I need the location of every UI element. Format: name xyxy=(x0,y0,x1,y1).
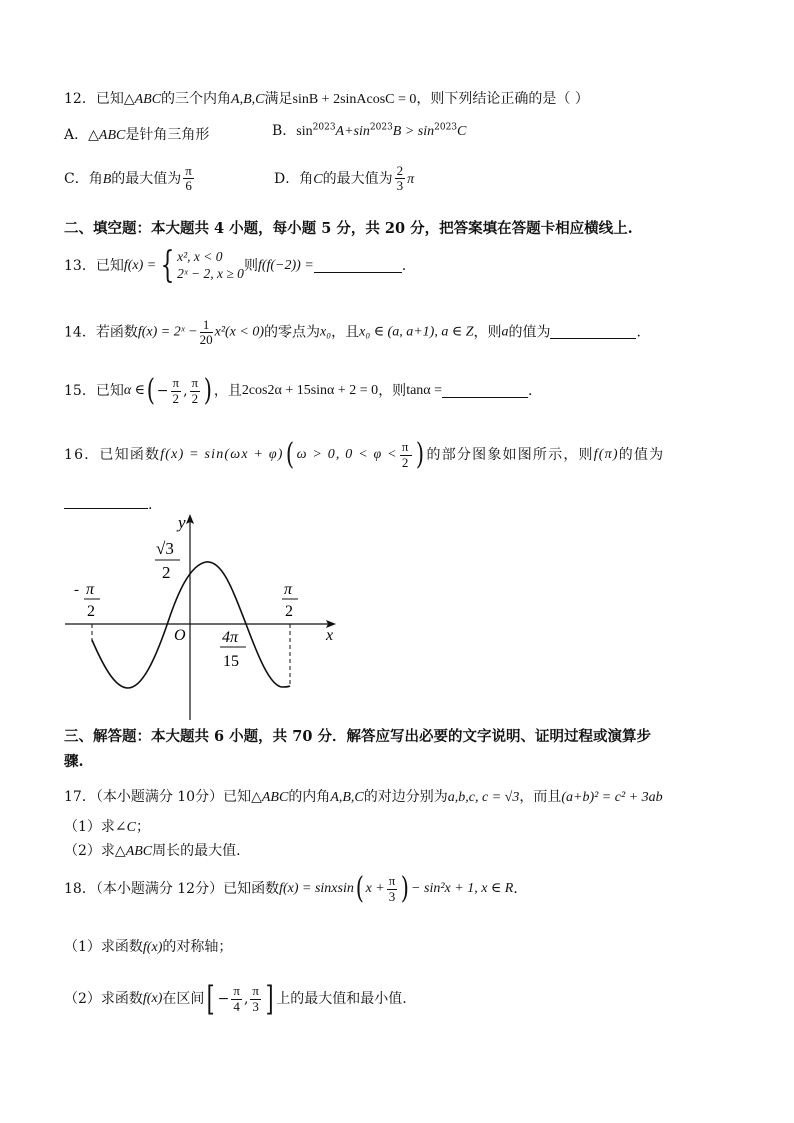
q12-option-b: B．$\sin^{2023}A+\sin^{2023}B > \sin^{2023}C$ xyxy=(272,122,467,139)
q15-answer-blank[interactable] xyxy=(442,385,528,398)
q16-function-graph xyxy=(60,510,360,730)
q14: 14．若函数f(x) = 2ˣ − $\frac{1}{20}$ x²(x < 0)的零点为x₀，且x₀ ∈ (a, a+1), a ∈ Z，则a的值为 . xyxy=(64,317,641,348)
q12-stem: 12．已知△ABC的三个内角A,B,C满足sinB + 2sinAcosC = 0，则下列结论正确的是（ ） xyxy=(64,91,589,107)
q17-part2: （2）求△ABC周长的最大值. xyxy=(64,843,241,859)
q16-answer-blank[interactable] xyxy=(64,496,148,509)
section-3-heading-line1: 三、解答题：本大题共 6 小题，共 70 分．解答应写出必要的文字说明、证明过程或演算步 xyxy=(64,728,651,745)
y-axis-label: y xyxy=(178,513,186,532)
q18-part2: （2）求函数f(x)在区间[ − $\frac{\pi}{4}$ , $\frac{\pi}{3}$ ] 上的最大值和最小值. xyxy=(64,979,407,1019)
q12-option-c: C．角B的最大值为 $\frac{\pi}{6}$ xyxy=(64,163,192,194)
q17-part1: （1）求∠C； xyxy=(64,819,150,835)
q15: 15．已知α ∈( − $\frac{\pi}{2}$ , $\frac{\pi}{2}$ ) ，且2cos2α + 15sinα + 2 = 0，则tanα = . xyxy=(64,373,533,408)
q18-part1: （1）求函数f(x)的对称轴； xyxy=(64,939,233,955)
section-2-heading: 二、填空题：本大题共 4 小题，每小题 5 分，共 20 分，把答案填在答题卡相应横线上. xyxy=(64,220,633,237)
peak-label-num: √3 xyxy=(156,539,174,558)
q18-stem: 18．（本小题满分 12分）已知函数f(x) = sinxsin( x + $\frac{\pi}{3}$ ) − sin²x + 1, x ∈ R． xyxy=(64,871,528,906)
x-axis-label: x xyxy=(326,627,334,644)
right-label-num: π xyxy=(284,581,293,598)
q16-answer-line: . xyxy=(64,496,152,514)
left-label-den: 2 xyxy=(87,603,95,620)
q13-answer-blank[interactable] xyxy=(314,260,402,273)
q14-answer-blank[interactable] xyxy=(550,326,636,339)
left-label-num: π xyxy=(86,581,95,598)
q17-stem: 17．（本小题满分 10分）已知△ABC的内角A,B,C的对边分别为a,b,c, c = √3，而且(a+b)² = c² + 3ab xyxy=(64,789,663,805)
q16: 16．已知函数f(x) = sin(ωx + φ)( ω > 0, 0 < φ < $\frac{\pi}{2}$ ) 的部分图象如图所示，则f(π)的值为 xyxy=(64,437,665,472)
right-label-den: 2 xyxy=(285,603,293,620)
zero-label-num: 4π xyxy=(222,629,239,646)
sine-curve xyxy=(92,562,290,688)
origin-label: O xyxy=(174,627,186,644)
section-3-heading-line2: 骤. xyxy=(64,753,84,770)
peak-label-den: 2 xyxy=(162,563,171,582)
left-label-sign: - xyxy=(74,582,79,598)
q13: 13．已知f(x) = { x², x < 0 2ˣ − 2, x ≥ 0则f(f(−2)) = . xyxy=(64,245,407,286)
q12-option-d: D．角C的最大值为 $\frac{2}{3}$ π xyxy=(274,163,415,194)
zero-label-den: 15 xyxy=(223,653,239,670)
q12-option-a: A．△ABC是针角三角形 xyxy=(64,127,210,143)
